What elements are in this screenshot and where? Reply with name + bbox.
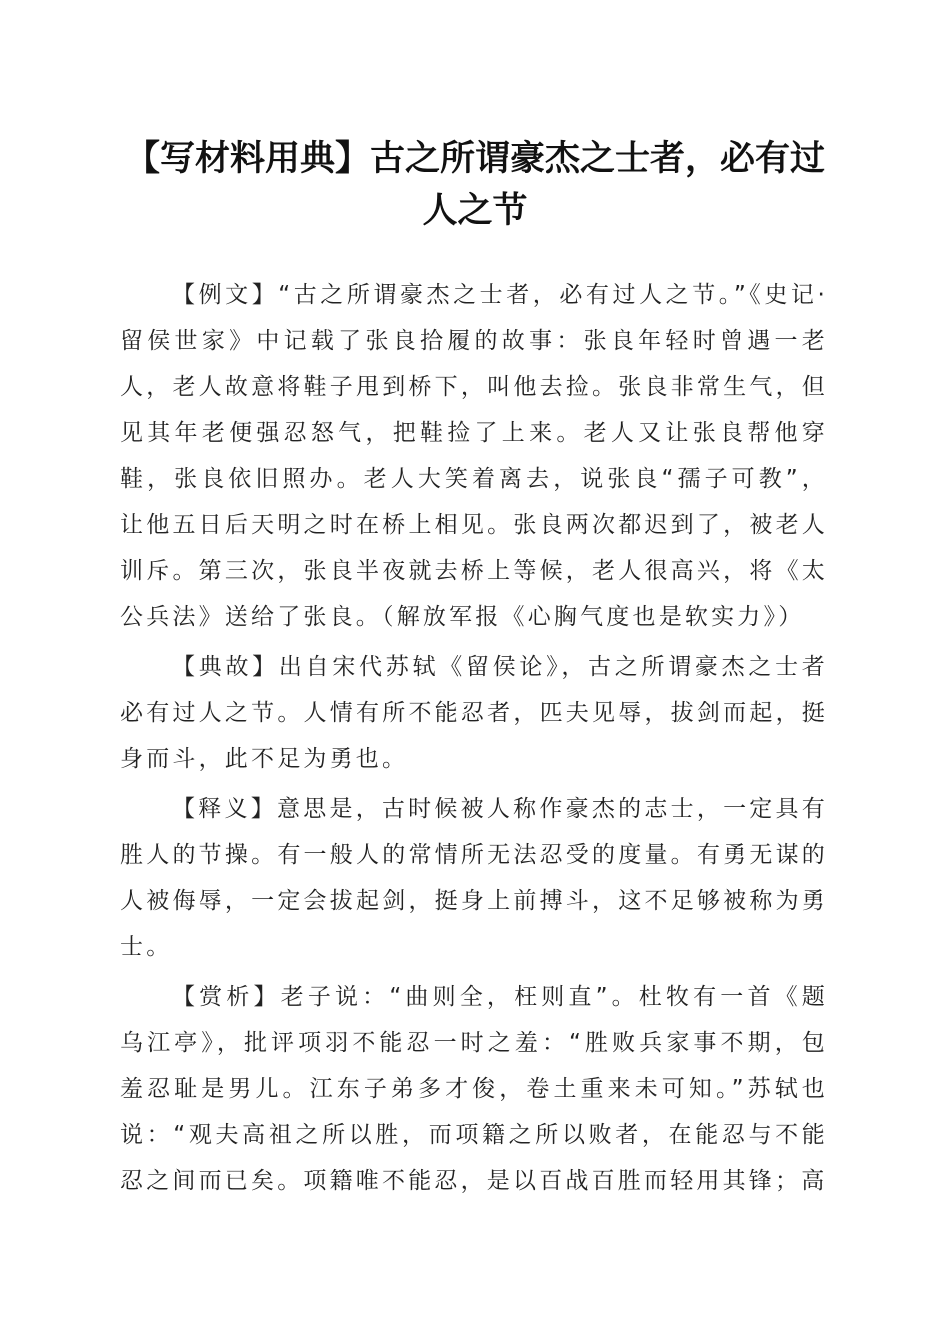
paragraph-example <box>120 272 828 640</box>
document-title: 【写材料用典】古之所谓豪杰之士者，必有过人之节 <box>124 138 825 231</box>
paragraph-label: 【释义】 <box>172 796 277 822</box>
paragraph-appreciation <box>120 974 828 1204</box>
paragraph-text: “古之所谓豪杰之士者，必有过人之节。”《史记·留侯世家》中记载了张良拾履的故事：张良年轻时曾遇一老人，老人故意将鞋子甩到桥下，叫他去捡。张良非常生气，但见其年老便强忍怒气，把鞋捡了上来。老人又让张良帮他穿鞋，张良依旧照办。老人大笑着离去，说张良“孺子可教”，让他五日后天明之时在桥上相见。张良两次都迟到了，被老人训斥。第三次，张良半夜就去桥上等候，老人很高兴，将《太公兵法》送给了张良。（解放军报《心胸气度也是软实力》） <box>120 282 828 630</box>
paragraph-label: 【赏析】 <box>172 984 281 1010</box>
paragraph-text: 老子说：“曲则全，枉则直”。杜牧有一首《题乌江亭》，批评项羽不能忍一时之羞：“胜败兵家事不期，包羞忍耻是男儿。江东子弟多才俊，卷土重来未可知。”苏轼也说：“观夫高祖之所以胜，而项籍之所以败者，在能忍与不能忍之间而已矣。项籍唯不能忍，是以百战百胜而轻用其锋；高 <box>120 984 828 1194</box>
paragraph-label: 【典故】 <box>172 654 279 680</box>
paragraph-meaning <box>120 786 828 970</box>
paragraph-text: 出自宋代苏轼《留侯论》，古之所谓豪杰之士者必有过人之节。人情有所不能忍者，匹夫见辱，拔剑而起，挺身而斗，此不足为勇也。 <box>120 654 828 772</box>
paragraph-label: 【例文】 <box>172 282 279 308</box>
paragraph-allusion <box>120 644 828 782</box>
paragraph-text: 意思是，古时候被人称作豪杰的志士，一定具有胜人的节操。有一般人的常情所无法忍受的度量。有勇无谋的人被侮辱，一定会拔起剑，挺身上前搏斗，这不足够被称为勇士。 <box>120 796 828 960</box>
document-body <box>120 272 828 1208</box>
